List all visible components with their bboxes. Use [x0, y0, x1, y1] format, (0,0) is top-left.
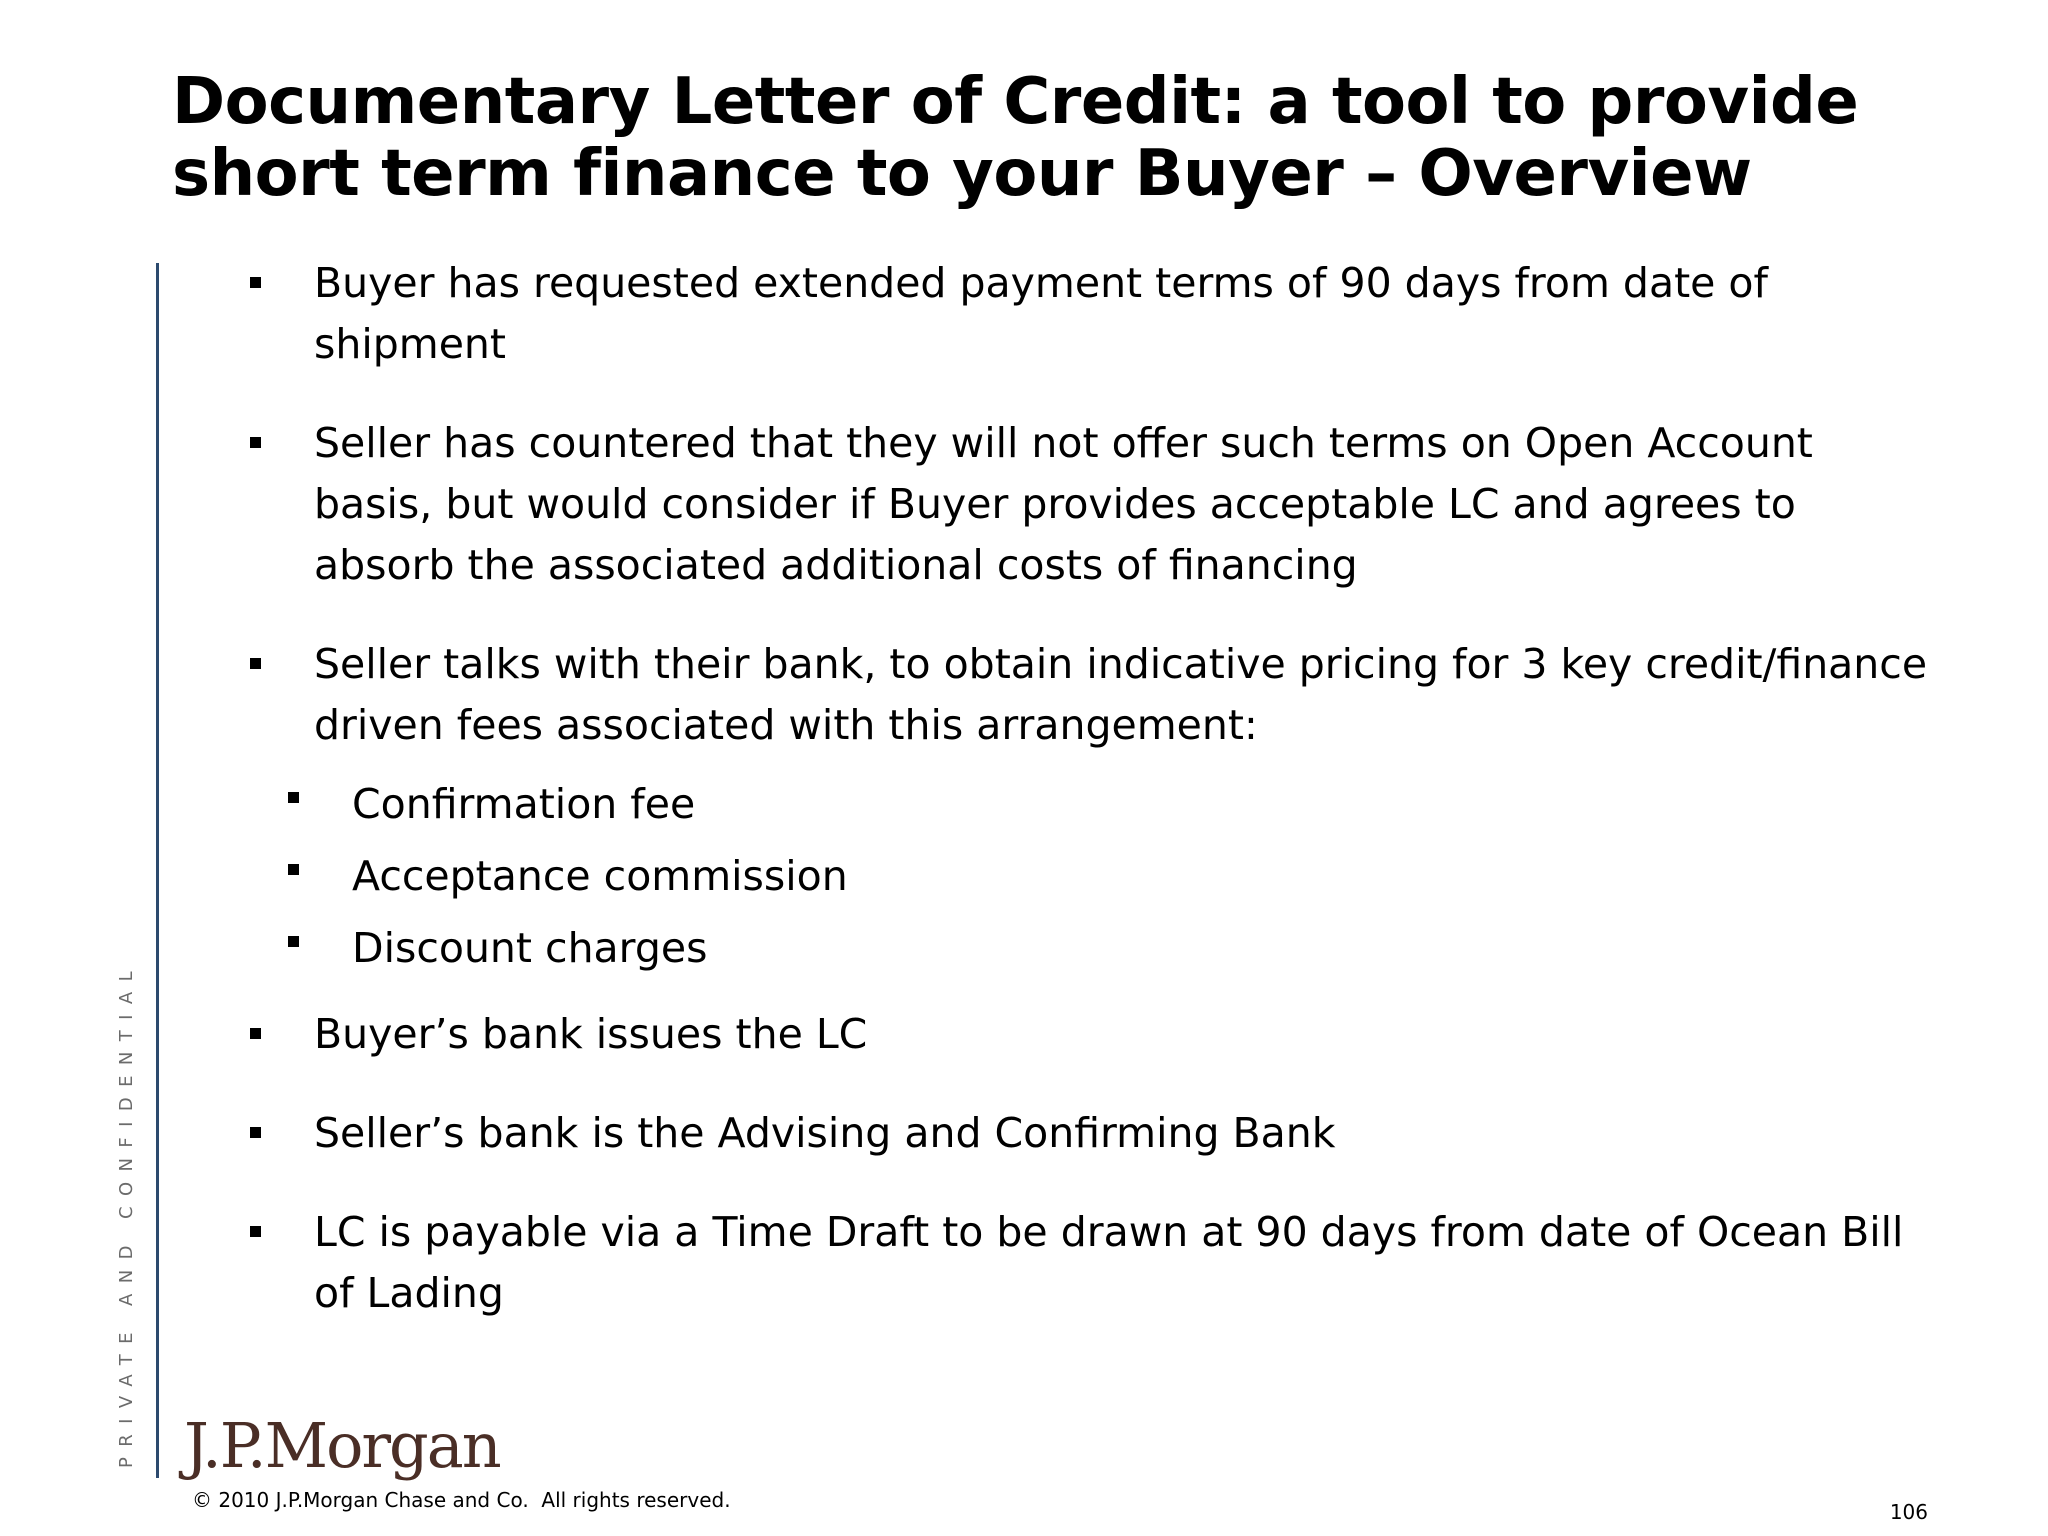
sublist-item [288, 768, 1988, 840]
page-title [172, 66, 1932, 210]
copyright-notice: © 2010 J.P.Morgan Chase and Co. All rights reserved. [192, 1488, 731, 1512]
page-number: 106 [1889, 1500, 1928, 1524]
list-item [244, 253, 1944, 375]
sublist-item-text: Confirmation fee [352, 780, 696, 828]
square-bullet-icon [288, 864, 299, 875]
sublist-item-text: Discount charges [352, 924, 708, 972]
square-bullet-icon [250, 1127, 261, 1138]
list-item-text: Buyer has requested extended payment terms of 90 days from date of shipment [314, 259, 1768, 368]
fee-sublist [288, 768, 1988, 984]
square-bullet-icon [250, 437, 261, 448]
square-bullet-icon [250, 1226, 261, 1237]
jpmorgan-logo: J.P.Morgan [184, 1409, 500, 1482]
list-item [244, 1103, 1944, 1164]
sublist-container [244, 768, 1944, 984]
sublist-item [288, 912, 1988, 984]
title-line-1: Documentary Letter of Credit: a tool to provide [172, 65, 1859, 139]
sublist-item-text: Acceptance commission [352, 852, 848, 900]
list-item [244, 1202, 1944, 1324]
list-item [244, 413, 1944, 596]
square-bullet-icon [288, 792, 299, 803]
list-item-text: Seller has countered that they will not offer such terms on Open Account basis, but would consider if Buyer provides acceptable LC and agrees to absorb the associated additional costs of financing [314, 419, 1813, 589]
list-item-text: Buyer’s bank issues the LC [314, 1010, 868, 1058]
list-item-text: Seller’s bank is the Advising and Confirming Bank [314, 1109, 1336, 1157]
confidentiality-text: PRIVATE AND CONFIDENTIAL [116, 960, 137, 1468]
square-bullet-icon [250, 1028, 261, 1039]
title-line-2: short term finance to your Buyer – Overview [172, 137, 1752, 211]
vertical-divider [156, 263, 159, 1478]
sublist-item [288, 840, 1988, 912]
list-item-text: LC is payable via a Time Draft to be drawn at 90 days from date of Ocean Bill of Lading [314, 1208, 1904, 1317]
confidentiality-label [116, 961, 137, 1468]
square-bullet-icon [288, 936, 299, 947]
bullet-list [244, 253, 1944, 1362]
list-item-text: Seller talks with their bank, to obtain indicative pricing for 3 key credit/finance driven fees associated with this arrangement: [314, 640, 1928, 749]
list-item [244, 634, 1944, 756]
list-item [244, 1004, 1944, 1065]
square-bullet-icon [250, 658, 261, 669]
square-bullet-icon [250, 277, 261, 288]
